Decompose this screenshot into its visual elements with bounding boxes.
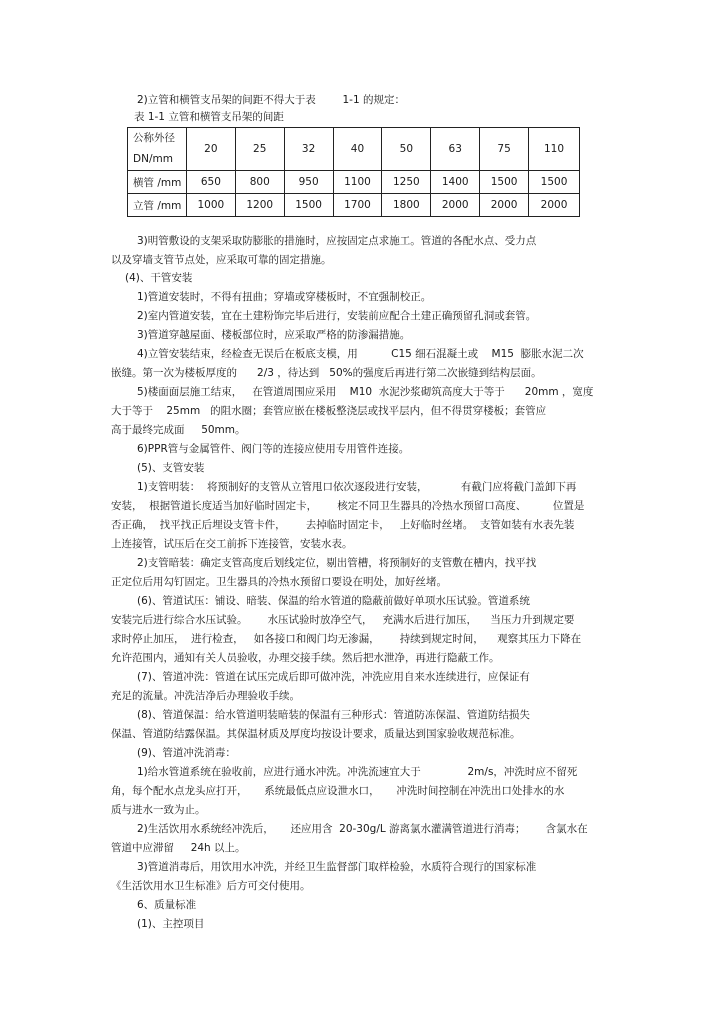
paragraph-line: 1)给水管道系统在验收前，应进行通水冲洗。冲洗流速宜大于 2m/s，冲洗时应不留死 xyxy=(137,766,578,778)
diameter-cell: 40 xyxy=(333,128,382,171)
paragraph-line: 1)支管明装： 将预制好的支管从立管甩口依次逐段进行安装， 有截门应将截门盖卸下再 xyxy=(137,481,577,493)
paragraph-line: 否正确， 找平找正后埋设支管卡件， 去掉临时固定卡， 上好临时丝堵。 支管如装有水表先装 xyxy=(111,519,575,531)
table-cell: 2000 xyxy=(480,194,529,217)
paragraph-line: 3)管道穿越屋面、楼板部位时，应采取严格的防渗漏措施。 xyxy=(137,329,411,341)
section-heading: (4)、干管安装 xyxy=(125,272,193,284)
paragraph-line: 允许范围内，通知有关人员验收，办理交接手续。然后把水泄净，再进行隐蔽工作。 xyxy=(111,652,500,664)
paragraph-line: 5)楼面面层施工结束， 在管道周围应采用 M10 水泥沙浆砌筑高度大于等于 20mm ，宽度 xyxy=(137,386,594,398)
table-caption: 表 1-1 立管和横管支吊架的间距 xyxy=(134,111,284,123)
paragraph-line: 4)立管安装结束，经检查无误后在板底支模，用 C15 细石混凝土或 M15 膨胀水泥二次 xyxy=(137,348,584,360)
header-label-line1: 公称外径 xyxy=(133,132,175,144)
paragraph-line: 安装， 根据管道长度适当加好临时固定卡， 核定不同卫生器具的冷热水预留口高度、 位置是 xyxy=(111,500,585,512)
table-cell: 1200 xyxy=(235,194,284,217)
paragraph-line: 《生活饮用水卫生标准》后方可交付使用。 xyxy=(111,880,311,892)
section-heading: (1)、主控项目 xyxy=(137,918,205,930)
header-label-cell xyxy=(128,128,187,171)
table-cell: 650 xyxy=(186,171,235,194)
table-header-row xyxy=(128,128,580,171)
header-label-line2: DN/mm xyxy=(133,153,173,165)
table-cell: 1500 xyxy=(480,171,529,194)
table-row-horizontal xyxy=(128,171,580,194)
paragraph-line: 质与进水一致为止。 xyxy=(111,804,206,816)
paragraph-line: 上连接管，试压后在交工前拆下连接管，安装水表。 xyxy=(111,538,353,550)
section-heading: (5)、支管安装 xyxy=(137,462,205,474)
paragraph-line: 3)明管敷设的支架采取防膨胀的措施时，应按固定点求施工。管道的各配水点、受力点 xyxy=(137,235,537,247)
row-label-cell: 立管 /mm xyxy=(128,194,187,217)
table-cell: 950 xyxy=(284,171,333,194)
paragraph-line: 3)管道消毒后，用饮用水冲洗，并经卫生监督部门取样检验，水质符合现行的国家标准 xyxy=(137,861,537,873)
paragraph-line: 2)支管暗装：确定支管高度后划线定位，剔出管槽，将预制好的支管敷在槽内，找平找 xyxy=(137,557,537,569)
diameter-cell: 63 xyxy=(431,128,480,171)
paragraph-line: 2)室内管道安装，宜在土建粉饰完毕后进行，安装前应配合土建正确预留孔洞或套管。 xyxy=(137,310,537,322)
paragraph-line: 1)管道安装时，不得有扭曲；穿墙或穿楼板时，不宜强制校正。 xyxy=(137,291,432,303)
paragraph-line: 以及穿墙支管节点处，应采取可靠的固定措施。 xyxy=(111,254,332,266)
paragraph-line: 安装完后进行综合水压试验。 水压试验时放净空气， 充满水后进行加压， 当压力升到规定要 xyxy=(111,614,575,626)
table-cell: 800 xyxy=(235,171,284,194)
paragraph-line: 大于等于 25mm 的阻水圈；套管应嵌在楼板整浇层或找平层内，但不得贯穿楼板；套管应 xyxy=(111,405,547,417)
paragraph-line: 2)生活饮用水系统经冲洗后， 还应用含 20-30g/L 游离氯水灌满管道进行消毒； 含氯水在 xyxy=(137,823,588,835)
diameter-cell: 110 xyxy=(529,128,580,171)
row-label-cell: 横管 /mm xyxy=(128,171,187,194)
paragraph-line: (6)、管道试压：铺设、暗装、保温的给水管道的隐蔽前做好单项水压试验。管道系统 xyxy=(137,595,530,607)
paragraph-line: 管道中应滞留 24h 以上。 xyxy=(111,842,246,854)
diameter-cell: 25 xyxy=(235,128,284,171)
table-cell: 2000 xyxy=(431,194,480,217)
diameter-cell: 32 xyxy=(284,128,333,171)
table-cell: 1400 xyxy=(431,171,480,194)
table-cell: 1100 xyxy=(333,171,382,194)
section-heading: (9)、管道冲洗消毒： xyxy=(137,747,236,759)
intro-sentence: 2)立管和横管支吊架的间距不得大于表 1-1 的规定： xyxy=(137,94,405,106)
diameter-cell: 75 xyxy=(480,128,529,171)
paragraph-line: 保温、管道防结露保温。其保温材质及厚度均按设计要求，质量达到国家验收规范标准。 xyxy=(111,728,521,740)
section-heading: 6、质量标准 xyxy=(137,899,197,911)
diameter-cell: 20 xyxy=(186,128,235,171)
paragraph-line: 充足的流量。冲洗洁净后办理验收手续。 xyxy=(111,690,300,702)
table-cell: 1700 xyxy=(333,194,382,217)
diameter-cell: 50 xyxy=(382,128,431,171)
table-cell: 1500 xyxy=(529,171,580,194)
table-cell: 1000 xyxy=(186,194,235,217)
paragraph-line: 6)PPR管与金属管件、阀门等的连接应使用专用管件连接。 xyxy=(137,443,410,455)
paragraph-line: 嵌缝。第一次为楼板厚度的 2/3 ，待达到 50%的强度后再进行第二次嵌缝到结构层面。 xyxy=(111,367,542,379)
table-row-vertical xyxy=(128,194,580,217)
table-cell: 2000 xyxy=(529,194,580,217)
table-cell: 1250 xyxy=(382,171,431,194)
paragraph-line: (8)、管道保温：给水管道明装暗装的保温有三种形式：管道防冻保温、管道防结损失 xyxy=(137,709,530,721)
paragraph-line: 角，每个配水点龙头应打开， 系统最低点应设泄水口， 冲洗时间控制在冲洗出口处排水的水 xyxy=(111,785,565,797)
paragraph-line: 高于最终完成面 50mm。 xyxy=(111,424,246,436)
table-cell: 1800 xyxy=(382,194,431,217)
table-cell: 1500 xyxy=(284,194,333,217)
paragraph-line: 正定位后用勾钉固定。卫生器具的冷热水预留口要设在明处，加好丝堵。 xyxy=(111,576,447,588)
paragraph-line: (7)、管道冲洗：管道在试压完成后即可做冲洗，冲洗应用自来水连续进行，应保证有 xyxy=(137,671,530,683)
support-spacing-table xyxy=(127,127,580,217)
paragraph-line: 求时停止加压， 进行检查， 如各接口和阀门均无渗漏， 持续到规定时间， 观察其压力下降在 xyxy=(111,633,582,645)
